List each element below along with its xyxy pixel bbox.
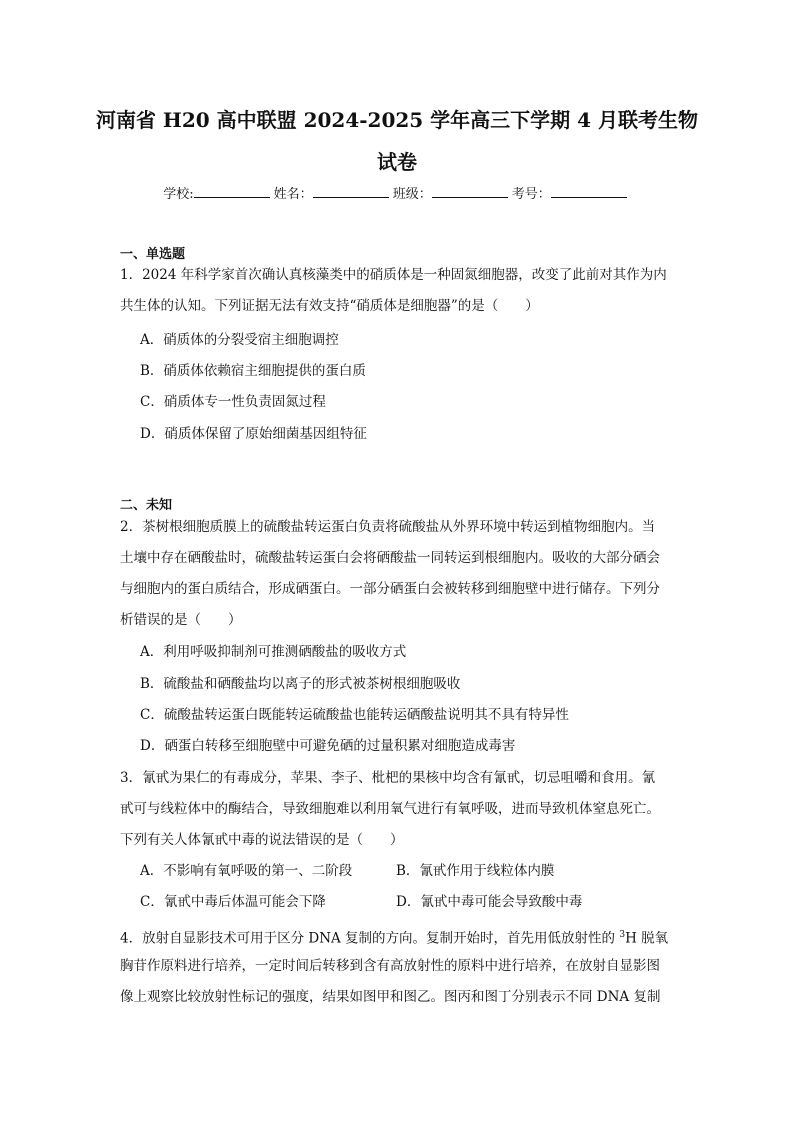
q4-line1-text-a: 4．放射自显影技术可用于区分 DNA 复制的方向。复制开始时，首先用低放射性的 (120, 930, 620, 947)
q1-option-b: B．硝质体依赖宿主细胞提供的蛋白质 (140, 363, 366, 379)
student-info-row (0, 183, 794, 202)
q2-option-b: B．硫酸盐和硒酸盐均以离子的形式被茶树根细胞吸收 (140, 676, 461, 692)
q1-option-d: D．硝质体保留了原始细菌基因组特征 (140, 426, 367, 442)
q1-option-c: C．硝质体专一性负责固氮过程 (140, 394, 326, 410)
q3-option-a: A．不影响有氧呼吸的第一、二阶段 (140, 863, 353, 879)
q4-stem-line3: 像上观察比较放射性标记的强度，结果如图甲和图乙。图丙和图丁分别表示不同 DNA 复制 (120, 989, 661, 1005)
class-label: 班级： (392, 187, 432, 202)
q3-option-d: D．氰甙中毒可能会导致酸中毒 (396, 894, 583, 910)
name-label: 姓名： (273, 187, 313, 202)
section-heading-single-choice: 一、单选题 (120, 247, 186, 262)
q2-option-a: A．利用呼吸抑制剂可推测硒酸盐的吸收方式 (140, 644, 407, 660)
q2-stem-line2: 土壤中存在硒酸盐时，硫酸盐转运蛋白会将硒酸盐一同转运到根细胞内。吸收的大部分硒会 (120, 550, 660, 566)
q3-stem-line3: 下列有关人体氰甙中毒的说法错误的是（ ） (120, 832, 404, 848)
q4-stem-line2: 胸苷作原料进行培养，一定时间后转移到含有高放射性的原料中进行培养，在放射自显影图 (120, 958, 660, 974)
q2-option-d: D．硒蛋白转移至细胞壁中可避免硒的过量积累对细胞造成毒害 (140, 738, 516, 754)
q2-stem-line3: 与细胞内的蛋白质结合，形成硒蛋白。一部分硒蛋白会被转移到细胞壁中进行储存。下列分 (120, 581, 660, 597)
q1-stem-line2: 共生体的认知。下列证据无法有效支持“硝质体是细胞器”的是（ ） (120, 298, 539, 314)
q1-option-a: A．硝质体的分裂受宿主细胞调控 (140, 332, 339, 348)
school-label: 学校: (163, 187, 194, 202)
q2-stem-line1: 2．茶树根细胞质膜上的硫酸盐转运蛋白负责将硫酸盐从外界环境中转运到植物细胞内。当 (120, 519, 656, 535)
q3-stem-line2: 甙可与线粒体中的酶结合，导致细胞难以利用氧气进行有氧呼吸，进而导致机体窒息死亡。 (120, 801, 660, 817)
exam-title-line2: 试卷 (377, 150, 417, 174)
q3-stem-line1: 3．氰甙为果仁的有毒成分，苹果、李子、枇杷的果核中均含有氰甙，切忌咀嚼和食用。氰 (120, 770, 656, 786)
class-blank (432, 185, 508, 198)
exam-no-label: 考号： (511, 187, 551, 202)
q4-superscript-3: 3 (619, 930, 626, 940)
q2-stem-line4: 析错误的是（ ） (120, 612, 242, 628)
exam-title-line1: 河南省 H20 高中联盟 2024-2025 学年高三下学期 4 月联考生物 (95, 108, 699, 132)
q3-option-b: B．氰甙作用于线粒体内膜 (396, 863, 555, 879)
q1-stem-line1: 1．2024 年科学家首次确认真核藻类中的硝质体是一种固氮细胞器，改变了此前对其作为内 (120, 267, 667, 283)
name-blank (313, 185, 389, 198)
section-heading-unknown: 二、未知 (120, 498, 173, 513)
school-blank (194, 185, 270, 198)
q4-stem-line1 (120, 925, 668, 949)
q4-line1-text-b: H 脱氧 (625, 930, 669, 947)
q3-option-c: C．氰甙中毒后体温可能会下降 (140, 894, 326, 910)
q2-option-c: C．硫酸盐转运蛋白既能转运硫酸盐也能转运硒酸盐说明其不具有特异性 (140, 707, 569, 723)
exam-no-blank (551, 185, 627, 198)
